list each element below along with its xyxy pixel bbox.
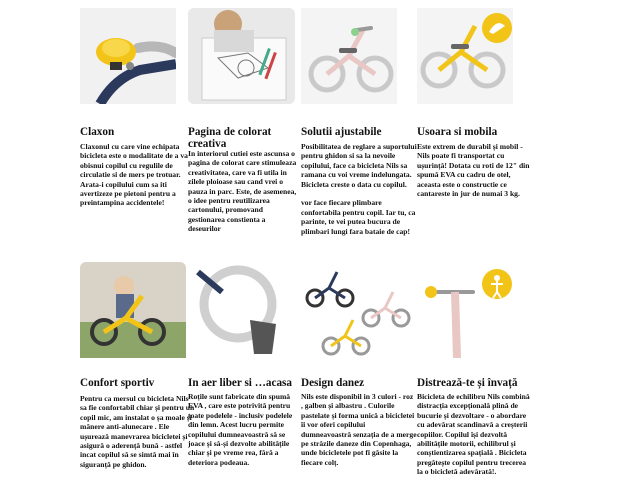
- feature-description: In interiorul cutiei este ascunsa o pagina de colorat care stimuleaza creativitatea, care va fi utila in zilele ploioase sau cand vrei o pauza in parc. Este, de asemenea, o idee pentru reutilizarea cartonului, promovand gestionarea constienta a deseurilor: [188, 149, 297, 234]
- three-color-bikes: [301, 262, 413, 358]
- feature-title: Design danez: [301, 377, 365, 389]
- wheel-closeup: [188, 262, 284, 358]
- feature-title: Solutii ajustabile: [301, 126, 382, 138]
- feature-title: Claxon: [80, 126, 115, 138]
- feature-title: Distrează-te și învață: [417, 377, 518, 389]
- feature-description: Claxonul cu care vine echipata bicicleta este o modalitate de a va obisnui copilul cu regulile de circulatie si de mers pe trotuar. Arata-i copilului cum sa iti avertizeze pe pietoni pentru a preintampina accidentele!: [80, 142, 188, 208]
- feature-description: Este extrem de durabil și mobil - Nils poate fi transportat cu ușurință! Dotata cu roti de 12" din spumă EVA cu cadru de otel, aceasta este o constructie ce cantareste in jur de numai 3 kg.: [417, 142, 530, 199]
- feature-title: Pagina de colorat creativa: [188, 126, 272, 150]
- feature-description: Nils este disponibil in 3 culori - roz , galben și albastru . Culorile pastelate și forma unică a bicicletei îi vor oferi copilului dumneavoastră senzația de a merge pe străzile daneze din Copenhaga, unde bicicletele pot fi găsite la fiecare colț.: [301, 392, 417, 467]
- bell-icon: [80, 8, 176, 104]
- child-on-bike-photo: [80, 262, 186, 358]
- feature-title: In aer liber si …acasa: [188, 377, 293, 389]
- yellow-balance-bike: [417, 8, 513, 104]
- bike-with-child-icon: [417, 262, 513, 358]
- feature-description: Bicicleta de echilibru Nils combină distracția excepțională plină de bucurie și dezvoltare - o abordare cu adevărat scandinavă a creșterii copiilor. Copilul își dezvoltă abilitățile motorii, echilibrul și conștientizarea spațială . Bicicleta pregătește copilul pentru trecerea la o bicicletă adevărată!.: [417, 392, 530, 477]
- feature-title: Usoara si mobila: [417, 126, 498, 138]
- feature-title: Confort sportiv: [80, 377, 155, 389]
- feature-description: Posibilitatea de reglare a suportului pentru ghidon si sa la nevoile copilului, face ca bicicleta Nils sa ramana cu voi vreme indelungata. Bicicleta creste o data cu copilul. vor face fiecare plimbare confortabila pentru copil. Iar tu, ca parinte, te vei putea bucura de plimbari lungi fara bataie de cap!: [301, 142, 417, 236]
- pink-balance-bike: [301, 8, 397, 104]
- coloring-page-photo: [188, 8, 295, 104]
- feature-description: Roțile sunt fabricate din spumă EVA , care este potrivită pentru toate podelele - inclusiv podelele din lemn. Acest lucru permite copilului dumneavoastră să se joace și să-și dezvolte abilitățile chiar și pe vreme rea, fără a deteriora podeaua.: [188, 392, 293, 467]
- feature-description: Pentru ca mersul cu bicicleta Nils sa fie confortabil chiar și pentru un copil mic, am instalat o șa moale și mânere anti-alunecare . Ele ușurează manevrarea bicicletei și asigură o aderență bună - astfel incat copilul să se simtă mai în siguranță pe ghidon.: [80, 394, 195, 469]
